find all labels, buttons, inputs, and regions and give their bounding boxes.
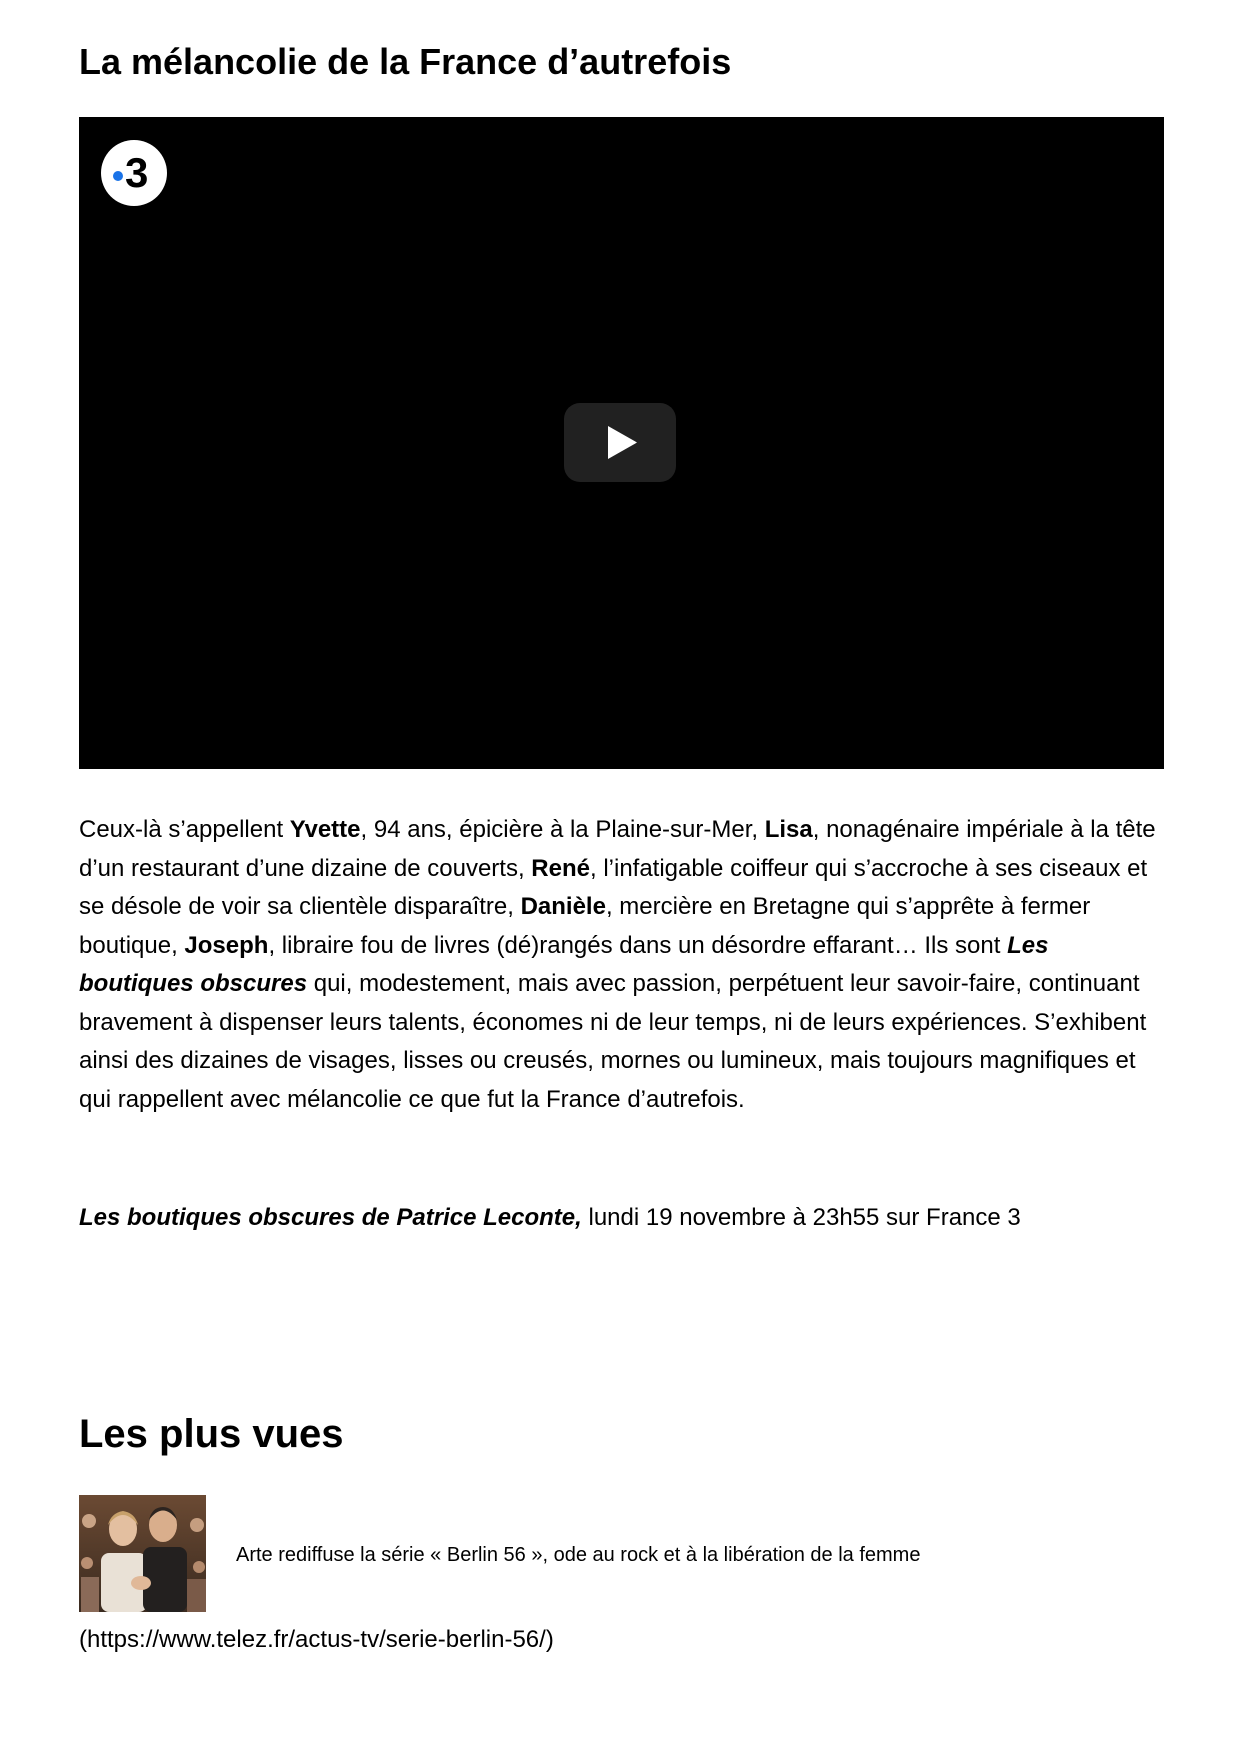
most-viewed-thumbnail[interactable] [79,1495,206,1612]
show-title: Les boutiques obscures [79,931,1049,997]
broadcast-show-title: Les boutiques obscures de Patrice Leconte, [79,1204,582,1231]
person-name: Danièle [520,893,606,920]
most-viewed-url: (https://www.telez.fr/actus-tv/serie-berlin-56/) [79,1626,554,1653]
body-text: qui, modestement, mais avec passion, perpétuent leur savoir-faire, continuant bravement à dispenser leurs talents, économes ni de leur temps, ni de leurs expériences. S’exhibent ainsi des dizaines de visages, lisses ou creusés, mornes ou lumineux, mais toujours magnifiques et qui rappellent avec mélancolie ce que fut la France d’autrefois. [79,970,1147,1113]
person-name: Joseph [184,931,269,959]
body-text: , nonagénaire impériale à la tête d’un restaurant d’une dizaine de couverts, [79,816,1156,882]
person-name: Lisa [764,816,813,843]
body-text: , mercière en Bretagne qui s’apprête à fermer boutique, [79,893,1091,959]
article-body [79,811,1169,1119]
broadcast-schedule: lundi 19 novembre à 23h55 sur France 3 [581,1204,1021,1231]
play-icon [564,403,676,482]
most-viewed-headline-link[interactable]: Arte rediffuse la série « Berlin 56 », ode au rock et à la libération de la femme [236,1544,921,1566]
broadcast-info [79,1199,1169,1238]
play-button[interactable] [564,403,676,482]
france3-logo [101,140,167,206]
channel-logo-dot [113,171,123,181]
body-text: , l’infatigable coiffeur qui s’accroche à ses ciseaux et se désole de voir sa clientèle disparaître, [79,854,1148,920]
video-player[interactable] [79,117,1164,769]
body-text: , 94 ans, épicière à la Plaine-sur-Mer, [360,816,765,843]
body-text: , libraire fou de livres (dé)rangés dans un désordre effarant… Ils sont [268,931,1008,959]
channel-logo-number: 3 [125,149,149,196]
page-title: La mélancolie de la France d’autrefois [79,41,732,82]
most-viewed-title: Les plus vues [79,1412,344,1456]
person-name: Yvette [289,816,361,843]
person-name: René [531,854,590,882]
body-text: Ceux-là s’appellent [79,816,290,843]
berlin-56-photo [79,1495,206,1612]
